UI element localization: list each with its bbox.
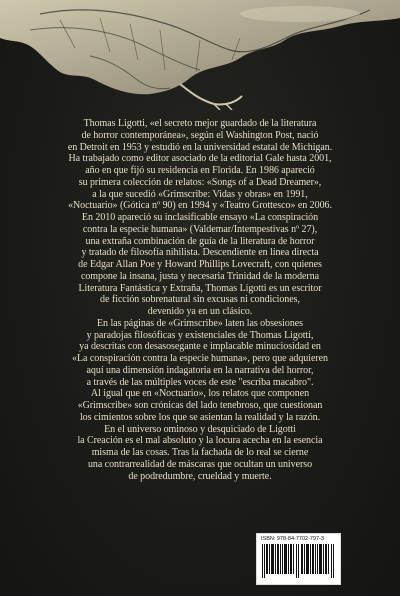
engraving-illustration (0, 0, 400, 110)
synopsis-line: año en que fijó su residencia en Florida. En 1986 apareció (85, 165, 315, 176)
synopsis-line: «La conspiración contra la especie humana», pero que adquieren (72, 353, 328, 364)
synopsis-line: los cimientos sobre los que se asientan la realidad y la razón. (79, 411, 321, 423)
synopsis-line: En el universo ominoso y desquiciado de Ligotti (104, 423, 296, 435)
synopsis-line: En 2010 apareció su inclasificable ensayo «La conspiración (81, 212, 319, 223)
synopsis-line: de Edgar Allan Poe y Howard Phillips Lovecraft, con quienes (78, 259, 322, 270)
synopsis-line: «Noctuario» (Gótica nº 90) en 1994 y «Teatro Grottesco» en 2006. (68, 200, 332, 212)
synopsis-line: en Detroit en 1953 y estudió en la universidad estatal de Michigan. (67, 141, 333, 153)
synopsis-line: y paradojas filosóficas y existenciales de Thomas Ligotti, (86, 329, 314, 341)
synopsis-line: una extraña combinación de guía de la literatura de horror (85, 235, 315, 247)
synopsis-line: «Grimscribe» son crónicas del lado tenebroso, que cuestionan (77, 400, 323, 411)
barcode-label (256, 533, 341, 585)
synopsis-line: de horror contemporánea», según el Washington Post, nació (81, 129, 319, 141)
synopsis-line: a la que sucedió «Grimscribe: Vidas y obras» en 1991, (92, 188, 308, 200)
synopsis-line: misma de las cosas. Tras la fachada de lo real se cierne (91, 447, 309, 458)
synopsis-line: y tratado de filosofía nihilista. Descendiente en línea directa (81, 247, 319, 259)
synopsis-line: contra la especie humana» (Valdemar/Intempestivas nº 27), (82, 223, 318, 235)
synopsis-line: Thomas Ligotti, «el secreto mejor guardado de la literatura (83, 118, 317, 129)
synopsis-line: a través de las múltiples voces de este "escriba macabro". (86, 376, 314, 388)
isbn-number: ISBN: 978-84-7702-797-3 (261, 536, 324, 542)
synopsis-line: la Creación es el mal absoluto y la locura acecha en la esencia (77, 435, 323, 447)
synopsis-line: En las páginas de «Grimscribe» laten las obsesiones (96, 317, 303, 329)
synopsis-line: compone la insana, justa y necesaria Trinidad de la moderna (80, 270, 320, 282)
synopsis-line: una contrarrealidad de máscaras que ocultan un universo (87, 458, 313, 470)
synopsis-line: de ficción sobrenatural sin excusas ni condiciones, (100, 294, 300, 306)
synopsis-text (28, 118, 372, 482)
synopsis-line: Al igual que en «Noctuario», los relatos que componen (90, 388, 310, 400)
synopsis-line: Ha trabajado como editor asociado de la editorial Gale hasta 2001, (68, 153, 332, 165)
barcode-icon (261, 544, 336, 578)
synopsis-line: Literatura Fantástica y Extraña, Thomas Ligotti es un escritor (78, 282, 322, 294)
synopsis-line: devenido ya en un clásico. (147, 306, 253, 317)
synopsis-line: ya descritas con desasosegante e implacable minuciosidad en (79, 341, 321, 353)
synopsis-line: su primera colección de relatos: «Songs of a Dead Dreamer», (78, 176, 322, 188)
synopsis-line: aquí una dimensión indagatoria en la narrativa del horror, (86, 364, 314, 376)
synopsis-line: de podredumbre, crueldad y muerte. (128, 470, 272, 482)
